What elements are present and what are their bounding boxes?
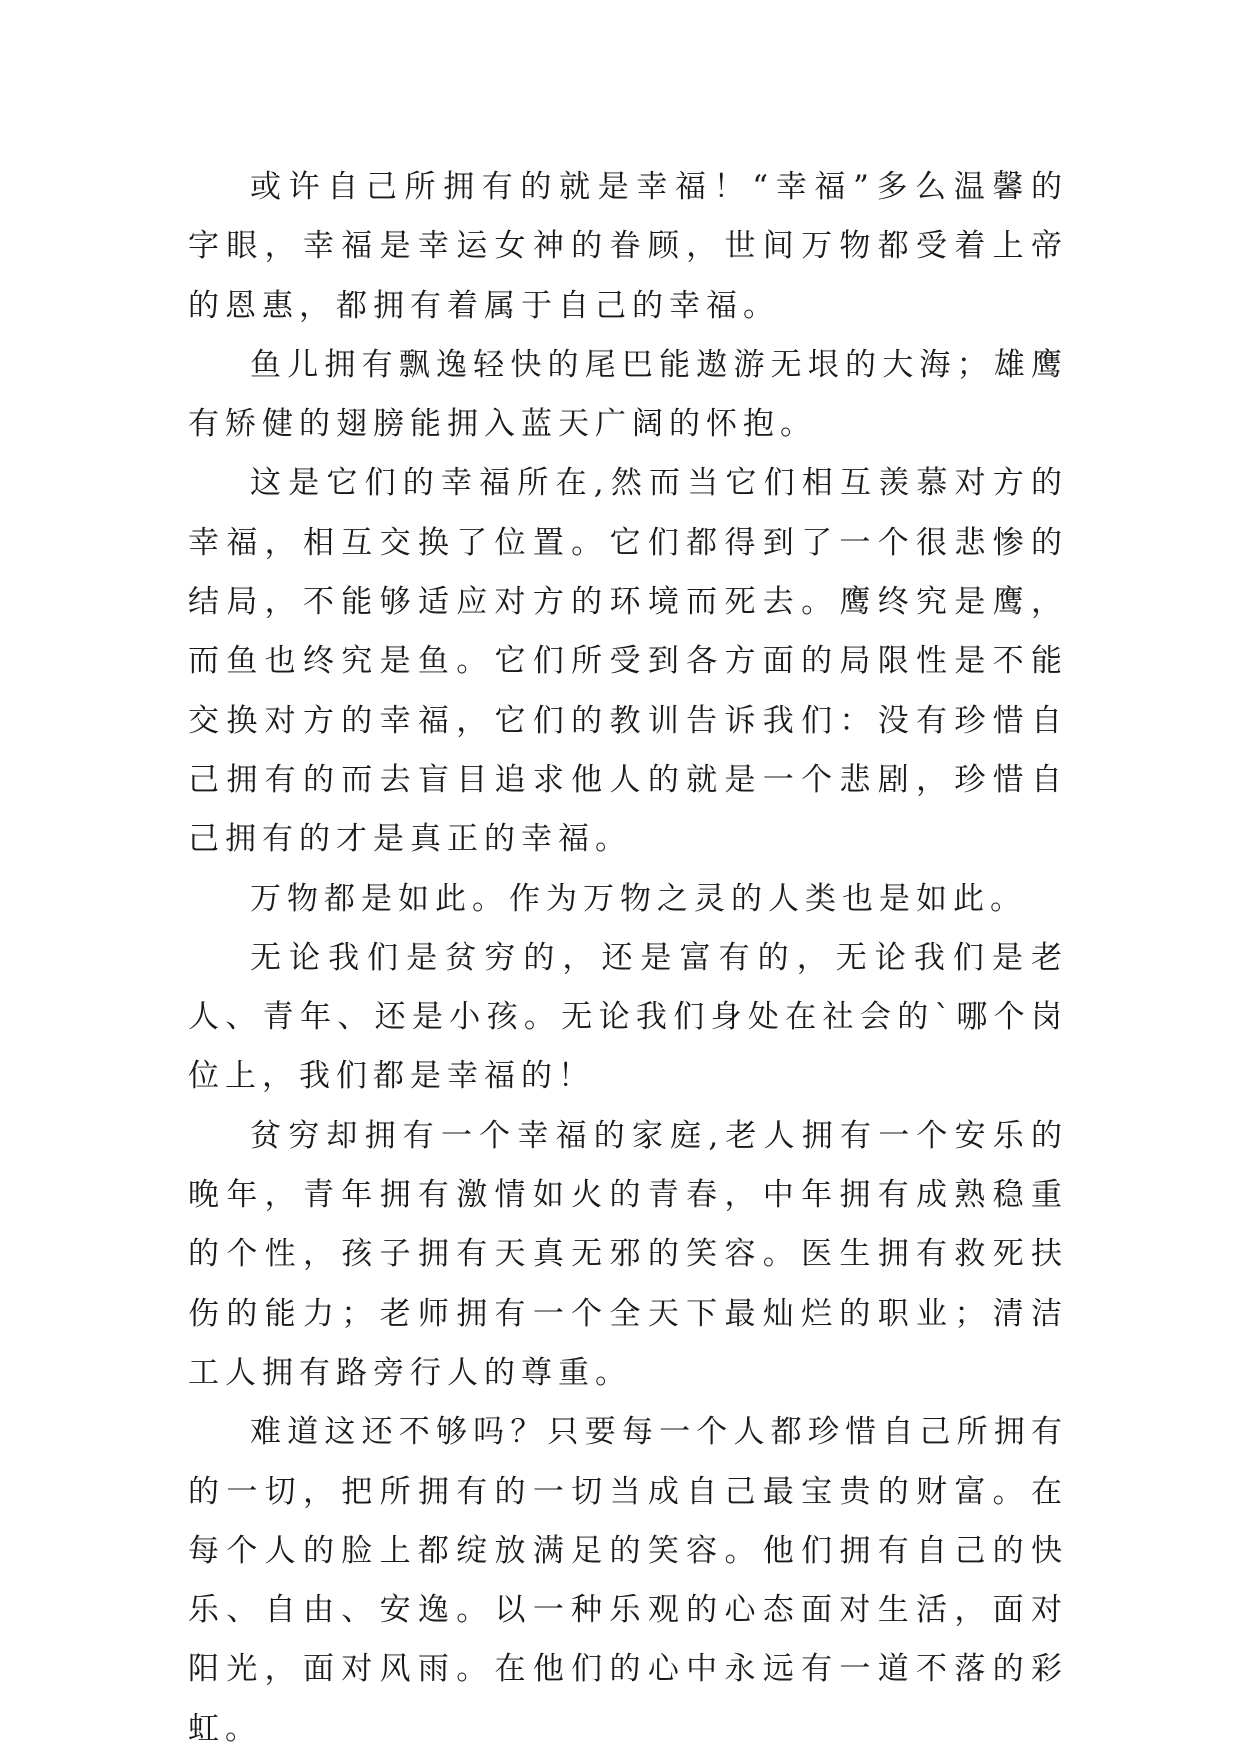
paragraph-7: 难道这还不够吗？只要每一个人都珍惜自己所拥有的一切，把所拥有的一切当成自己最宝贵的财富。在每个人的脸上都绽放满足的笑容。他们拥有自己的快乐、自由、安逸。以一种乐观的心态面对生活，面对阳光，面对风雨。在他们的心中永远有一道不落的彩虹。 [188,1414,1068,1747]
paragraph-3: 这是它们的幸福所在,然而当它们相互羡慕对方的幸福，相互交换了位置。它们都得到了一个很悲惨的结局，不能够适应对方的环境而死去。鹰终究是鹰，而鱼也终究是鱼。它们所受到各方面的局限性是不能交换对方的幸福，它们的教训告诉我们：没有珍惜自己拥有的而去盲目追求他人的就是一个悲剧，珍惜自己拥有的才是真正的幸福。 [188,465,1068,858]
document-body [188,158,1068,1759]
paragraph-4: 万物都是如此。作为万物之灵的人类也是如此。 [250,880,1027,917]
paragraph-1: 或许自己所拥有的就是幸福！“幸福”多么温馨的字眼，幸福是幸运女神的眷顾，世间万物都受着上帝的恩惠，都拥有着属于自己的幸福。 [188,169,1068,324]
paragraph-2: 鱼儿拥有飘逸轻快的尾巴能遨游无垠的大海；雄鹰有矫健的翅膀能拥入蓝天广阔的怀抱。 [188,346,1068,443]
paragraph-6: 贫穷却拥有一个幸福的家庭,老人拥有一个安乐的晚年，青年拥有激情如火的青春，中年拥有成熟稳重的个性，孩子拥有天真无邪的笑容。医生拥有救死扶伤的能力；老师拥有一个全天下最灿烂的职业；清洁工人拥有路旁行人的尊重。 [188,1117,1068,1391]
paragraph-5: 无论我们是贫穷的，还是富有的，无论我们是老人、青年、还是小孩。无论我们身处在社会的`哪个岗位上，我们都是幸福的！ [188,939,1068,1095]
